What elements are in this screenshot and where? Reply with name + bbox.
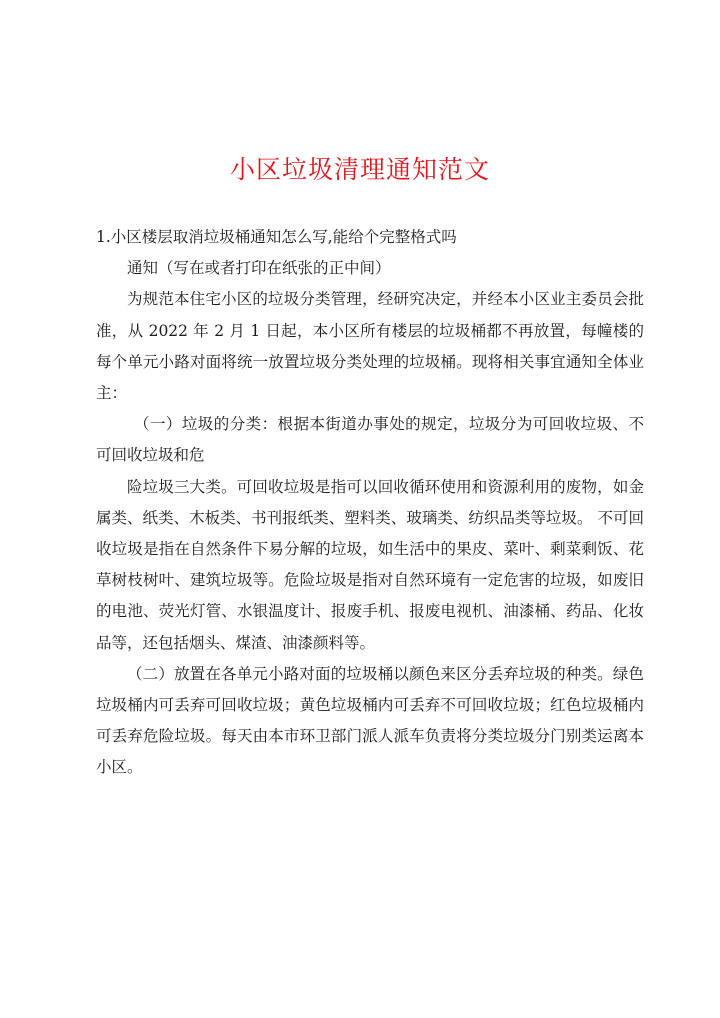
paragraph-item-two: （二）放置在各单元小路对面的垃圾桶以颜色来区分丢弃垃圾的种类。绿色垃圾桶内可丢弃可回收垃圾；黄色垃圾桶内可丢弃不可回收垃圾；红色垃圾桶内可丢弃危险垃圾。每天由本市环卫部门派人派车负责将分类垃圾分门别类运离本小区。 (96, 664, 644, 777)
document-body (96, 222, 644, 784)
question-heading: 1.小区楼层取消垃圾桶通知怎么写,能给个完整格式吗 (96, 228, 457, 246)
paragraph-intro: 为规范本住宅小区的垃圾分类管理，经研究决定，并经本小区业主委员会批准，从 2022 年 2 月 1 日起，本小区所有楼层的垃圾桶都不再放置，每幢楼的每个单元小路对面将统一放置垃圾分类处理的垃圾桶。现将相关事宜通知全体业主： (96, 290, 644, 403)
notice-heading: 通知（写在或者打印在纸张的正中间） (127, 259, 391, 278)
paragraph-categories: 险垃圾三大类。可回收垃圾是指可以回收循环使用和资源利用的废物，如金属类、纸类、木板类、书刊报纸类、塑料类、玻璃类、纺织品类等垃圾。 不可回收垃圾是指在自然条件下易分解的垃圾，如生活中的果皮、菜叶、剩菜剩饭、花草树枝树叶、建筑垃圾等。危险垃圾是指对自然环境有一定危害的垃圾，如废旧的电池、荧光灯管、水银温度计、报废手机、报废电视机、油漆桶、药品、化妆品等，还包括烟头、煤渣、油漆颜料等。 (96, 477, 644, 652)
document-title: 小区垃圾清理通知范文 (229, 155, 490, 184)
paragraph-item-one: （一）垃圾的分类：根据本街道办事处的规定，垃圾分为可回收垃圾、不可回收垃圾和危 (96, 415, 644, 465)
